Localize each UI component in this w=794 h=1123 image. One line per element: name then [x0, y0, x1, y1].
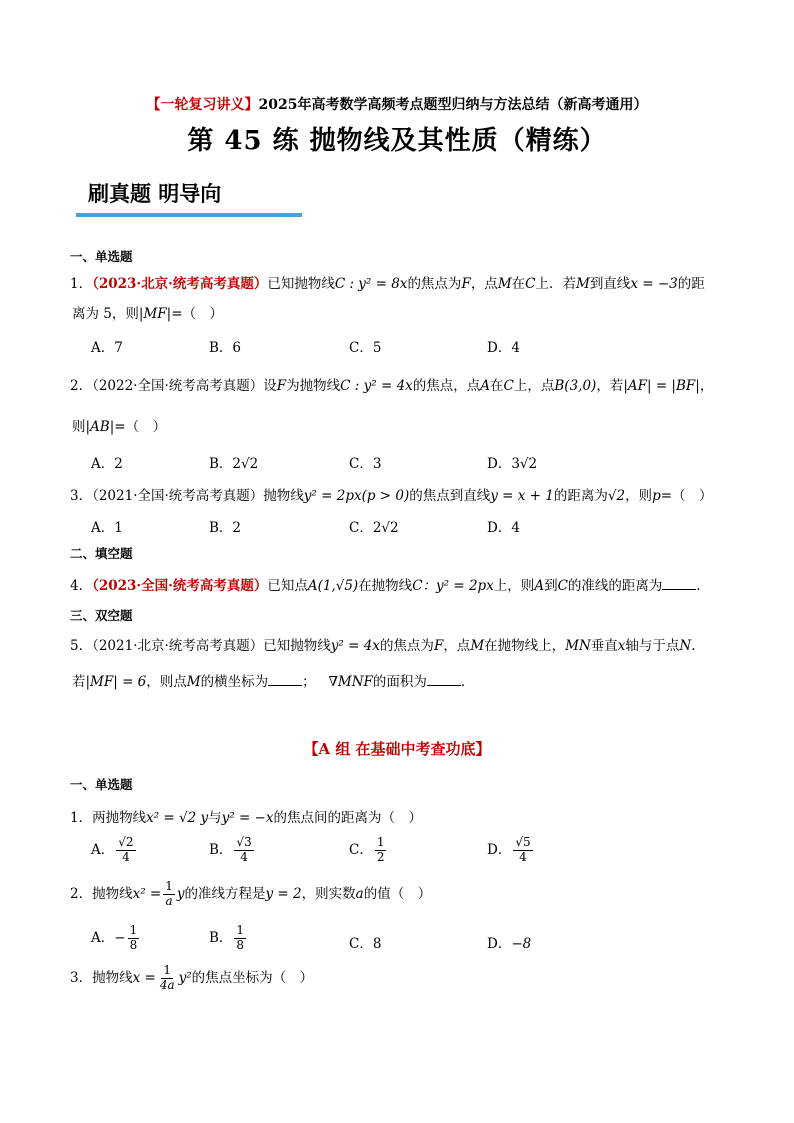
math-equation: x = −3: [630, 276, 678, 292]
fraction: $\frac{√5}{4}$: [515, 835, 531, 864]
question-3-line-1: 3．（2021·全国·统考高考真题）抛物线y² = 2px(p > 0)的焦点到直线y = x + 1的距离为√2，则p=（ ）: [70, 488, 713, 504]
section-heading-fill-blank: 二、填空题: [70, 546, 133, 561]
option-c[interactable]: C．3: [349, 456, 382, 472]
question-1-line-2: 离为 5，则|MF|=（ ）: [72, 306, 223, 322]
option-c[interactable]: C．5: [349, 340, 382, 356]
math-equation: y² = 2px(p > 0): [303, 488, 410, 504]
math-equation: y = 2: [265, 885, 302, 902]
question-source: （2021·北京·统考高考真题）: [92, 638, 264, 654]
option-d[interactable]: D．3√2: [487, 456, 538, 472]
option-b[interactable]: B．2: [209, 520, 242, 536]
question-2-line-1: 2．（2022·全国·统考高考真题）设F为抛物线C : y² = 4x的焦点，点A在C上，点B(3,0)，若|AF| = |BF|，: [70, 378, 714, 394]
fraction: $\frac{1}{4a}$: [159, 963, 175, 992]
math-equation: |MF| = 6: [85, 674, 147, 690]
option-b[interactable]: B． $\frac{√3}{4}$: [209, 835, 252, 864]
math-equation: x² = √2 y: [146, 810, 209, 826]
question-source: （2023·北京·统考高考真题）: [92, 276, 268, 292]
section-heading-single-choice: 一、单选题: [70, 249, 133, 264]
option-c[interactable]: C．8: [349, 936, 382, 952]
fraction: $\frac{1}{a}$: [165, 879, 173, 908]
option-d[interactable]: D．4: [487, 340, 520, 356]
page-title: 第 45 练 抛物线及其性质（精练）: [187, 126, 607, 156]
question-5-line-2: 若|MF| = 6，则点M的横坐标为 ； ∇MNF的面积为 ．: [72, 674, 475, 690]
option-a[interactable]: A． $\frac{√2}{4}$: [91, 835, 134, 864]
option-c[interactable]: C．2√2: [349, 520, 399, 536]
fraction: $\frac{1}{8}$: [236, 923, 245, 952]
option-d[interactable]: D．−8: [487, 936, 532, 952]
banner-underline: [76, 213, 302, 217]
header-bracket-label: 【一轮复习讲义】: [146, 97, 259, 113]
math-equation: y² = 4x: [330, 638, 380, 654]
fraction: $\frac{1}{8}$: [129, 923, 138, 952]
group-a-question-1: 1．两抛物线x² = √2 y与y² = −x的焦点间的距离为（ ）: [70, 810, 422, 826]
section-heading-single-choice: 一、单选题: [70, 777, 133, 792]
question-source: （2023·全国·统考高考真题）: [92, 578, 268, 594]
option-b[interactable]: B．2√2: [209, 456, 259, 472]
question-source: （2022·全国·统考高考真题）: [92, 378, 264, 394]
question-4-line-1: 4．（2023·全国·统考高考真题）已知点A(1,√5)在抛物线C：y² = 2px上，则A到C的准线的距离为 ．: [70, 578, 710, 594]
option-b[interactable]: B． $\frac{1}{8}$: [209, 923, 245, 952]
math-equation: |AF| = |BF|: [623, 378, 700, 394]
fraction: $\frac{√2}{4}$: [118, 835, 134, 864]
math-equation: y² = −x: [221, 810, 274, 826]
math-equation: y = x + 1: [490, 488, 554, 504]
header-subtitle-line: [0, 94, 794, 114]
math-equation: C : y² = 4x: [340, 378, 413, 394]
question-source: （2021·全国·统考高考真题）: [92, 488, 264, 504]
group-a-question-2: 2．抛物线x² = $\frac{1}{a}$ y的准线方程是y = 2，则实数a的值（ ）: [70, 879, 432, 908]
math-equation: y² = 2px: [436, 578, 494, 594]
option-d[interactable]: D． $\frac{√5}{4}$: [487, 835, 531, 864]
answer-blank[interactable]: [662, 577, 696, 590]
fraction: $\frac{√3}{4}$: [236, 835, 252, 864]
option-a[interactable]: A．− $\frac{1}{8}$: [91, 923, 138, 952]
option-d[interactable]: D．4: [487, 520, 520, 536]
header-subtitle: 2025年高考数学高频考点题型归纳与方法总结（新高考通用）: [258, 97, 648, 113]
question-2-line-2: 则|AB|=（ ）: [72, 419, 167, 435]
option-a[interactable]: A．2: [91, 456, 123, 472]
option-a[interactable]: A．7: [91, 340, 123, 356]
fraction: $\frac{1}{2}$: [376, 835, 385, 864]
question-5-line-1: 5．（2021·北京·统考高考真题）已知抛物线y² = 4x的焦点为F，点M在抛物线上，MN垂直x轴与于点N.: [70, 638, 696, 654]
group-a-question-3: 3．抛物线x = $\frac{1}{4a}$ y²的焦点坐标为（ ）: [70, 963, 314, 992]
section-banner: 刷真题 明导向: [88, 181, 222, 206]
option-a[interactable]: A．1: [91, 520, 123, 536]
answer-blank[interactable]: [427, 673, 461, 686]
question-1-line-1: 1．（2023·北京·统考高考真题）已知抛物线C : y² = 8x的焦点为F，点M在C上．若M到直线x = −3的距: [70, 276, 705, 292]
math-equation: C : y² = 8x: [334, 276, 408, 292]
section-heading-double-blank: 三、双空题: [70, 608, 133, 623]
group-a-title: 【A 组 在基础中考查功底】: [303, 740, 491, 758]
answer-blank[interactable]: [268, 673, 302, 686]
option-b[interactable]: B．6: [209, 340, 242, 356]
option-c[interactable]: C． $\frac{1}{2}$: [349, 835, 385, 864]
